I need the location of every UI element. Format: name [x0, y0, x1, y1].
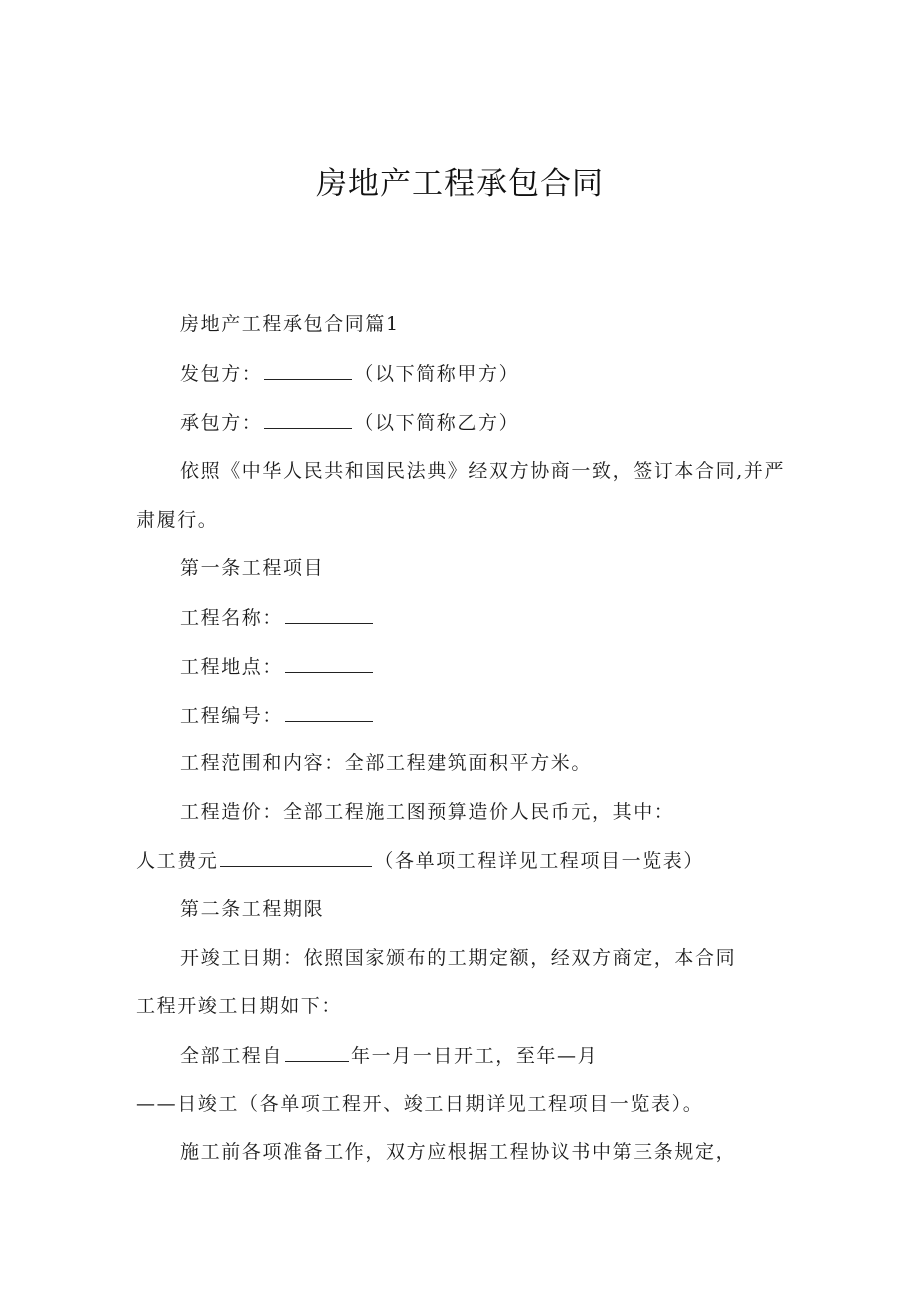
project-name-line [180, 605, 375, 630]
labor-cost-label: 人工费元 [136, 850, 219, 872]
cost-line: 工程造价：全部工程施工图预算造价人民币元，其中： [180, 801, 675, 823]
party-a-label: 发包方： [180, 363, 263, 385]
schedule-line-2: ——日竣工（各单项工程开、竣工日期详见工程项目一览表）。 [136, 1093, 704, 1115]
project-site-blank [285, 654, 373, 673]
project-name-label: 工程名称： [180, 607, 284, 629]
party-b-blank [264, 410, 352, 429]
project-name-blank [285, 605, 373, 624]
document-title: 房地产工程承包合同 [316, 166, 604, 202]
schedule-suffix: 年一月一日开工，至年—月 [351, 1045, 599, 1067]
dates-paragraph-line-2: 工程开竣工日期如下： [136, 995, 343, 1017]
article-2-heading: 第二条工程期限 [180, 898, 325, 920]
party-a-suffix: （以下简称甲方） [354, 363, 520, 385]
basis-paragraph-line-2: 肃履行。 [136, 509, 219, 531]
party-b-label: 承包方： [180, 412, 263, 434]
preparation-line: 施工前各项准备工作，双方应根据工程协议书中第三条规定， [180, 1141, 737, 1163]
scope-line: 工程范围和内容：全部工程建筑面积平方米。 [180, 752, 593, 774]
labor-cost-blank [220, 848, 372, 867]
party-b-line [180, 410, 519, 435]
schedule-start-blank [285, 1043, 349, 1062]
labor-cost-suffix: （各单项工程详见工程项目一览表） [374, 850, 705, 872]
schedule-line-1 [180, 1043, 598, 1068]
schedule-prefix: 全部工程自 [180, 1045, 284, 1067]
party-a-blank [264, 361, 352, 380]
section-heading: 房地产工程承包合同篇1 [180, 313, 400, 335]
basis-paragraph-line-1: 依照《中华人民共和国民法典》经双方协商一致，签订本合同,并严 [180, 460, 786, 482]
dates-paragraph-line-1: 开竣工日期：依照国家颁布的工期定额，经双方商定，本合同 [180, 947, 737, 969]
project-number-blank [285, 703, 373, 722]
labor-cost-line [136, 848, 704, 873]
article-1-heading: 第一条工程项目 [180, 557, 325, 579]
party-b-suffix: （以下简称乙方） [354, 412, 520, 434]
project-site-label: 工程地点： [180, 656, 284, 678]
project-site-line [180, 654, 375, 679]
project-number-label: 工程编号： [180, 705, 284, 727]
project-number-line [180, 703, 375, 728]
party-a-line [180, 361, 519, 386]
